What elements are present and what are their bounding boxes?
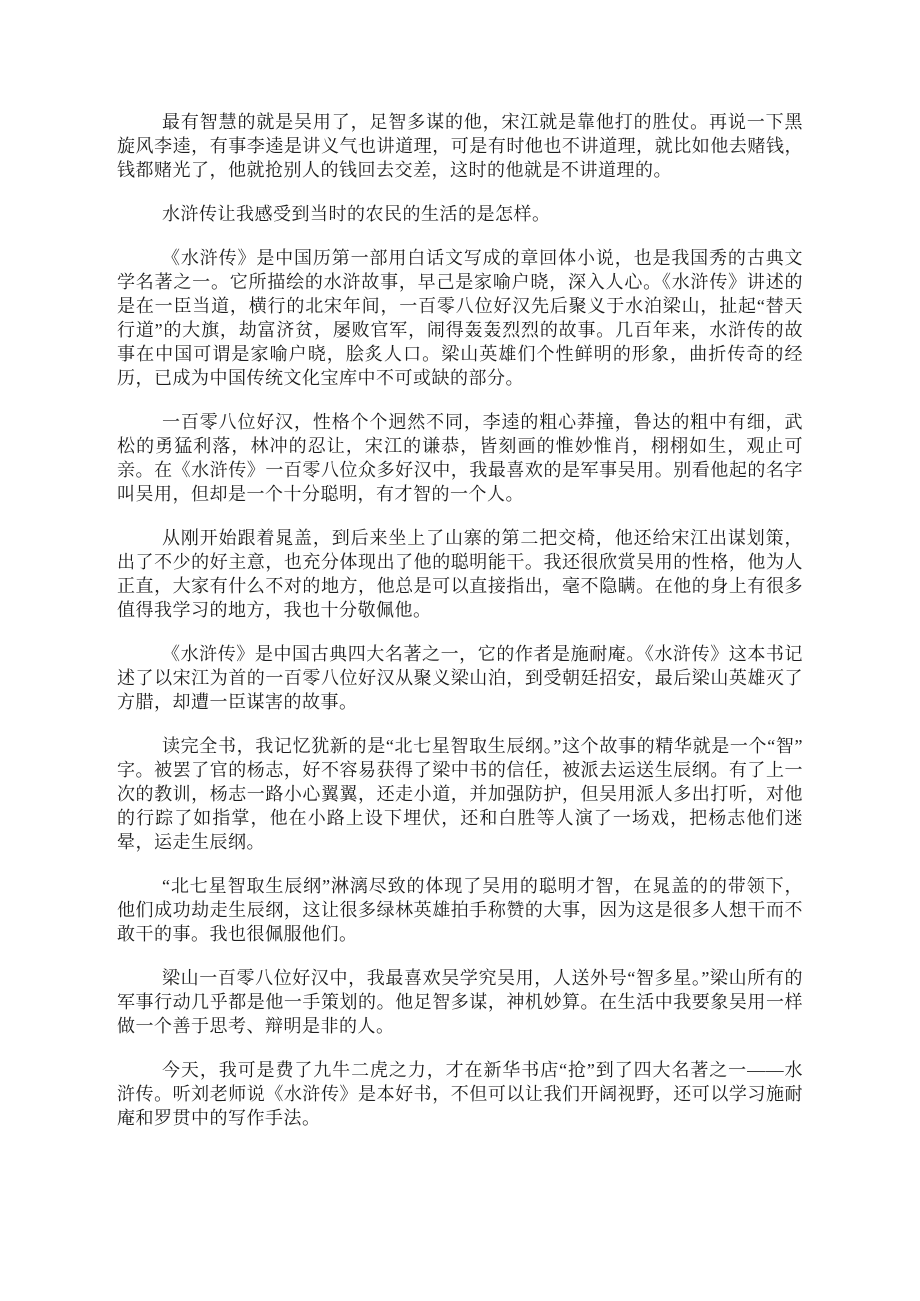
essay-paragraph-3: 《水浒传》是中国历第一部用白话文写成的章回体小说，也是我国秀的古典文学名著之一。它所描绘的水浒故事，早己是家喻户晓，深入人心。《水浒传》讲述的是在一臣当道，横行的北宋年间，一百零八位好汉先后聚义于水泊梁山，扯起“替天行道”的大旗，劫富济贫，屡败官军，闹得轰轰烈烈的故事。几百年来，水浒传的故事在中国可谓是家喻户晓，脍炙人口。梁山英雄们个性鲜明的形象，曲折传奇的经历，已成为中国传统文化宝库中不可或缺的部分。 — [117, 248, 803, 388]
essay-paragraph-2: 水浒传让我感受到当时的农民的生活的是怎样。 — [162, 204, 551, 224]
essay-paragraph-6: 《水浒传》是中国古典四大名著之一，它的作者是施耐庵。《水浒传》这本书记述了以宋江为首的一百零八位好汉从聚义梁山泊，到受朝廷招安，最后梁山英雄灭了方腊，却遭一臣谋害的故事。 — [117, 644, 803, 712]
essay-paragraph-5: 从刚开始跟着晁盖，到后来坐上了山寨的第二把交椅，他还给宋江出谋划策，出了不少的好主意，也充分体现出了他的聪明能干。我还很欣赏吴用的性格，他为人正直，大家有什么不对的地方，他总是可以直接指出，毫不隐瞒。在他的身上有很多值得我学习的地方，我也十分敬佩他。 — [117, 528, 803, 620]
essay-paragraph-10: 今天，我可是费了九牛二虎之力，才在新华书店“抢”到了四大名著之一——水浒传。听刘老师说《水浒传》是本好书，不但可以让我们开阔视野，还可以学习施耐庵和罗贯中的写作手法。 — [117, 1060, 803, 1128]
essay-paragraph-4: 一百零八位好汉，性格个个迥然不同，李逵的粗心莽撞，鲁达的粗中有细，武松的勇猛利落，林冲的忍让，宋江的谦恭，皆刻画的惟妙惟肖，栩栩如生，观止可亲。在《水浒传》一百零八位众多好汉中，我最喜欢的是军事吴用。别看他起的名字叫吴用，但却是一个十分聪明，有才智的一个人。 — [117, 412, 803, 504]
essay-paragraph-1: 最有智慧的就是吴用了，足智多谋的他，宋江就是靠他打的胜仗。再说一下黑旋风李逵，有事李逵是讲义气也讲道理，可是有时他也不讲道理，就比如他去赌钱，钱都赌光了，他就抢别人的钱回去交差，这时的他就是不讲道理的。 — [117, 112, 803, 180]
essay-paragraph-9: 梁山一百零八位好汉中，我最喜欢吴学究吴用，人送外号“智多星。”梁山所有的军事行动几乎都是他一手策划的。他足智多谋，神机妙算。在生活中我要象吴用一样做一个善于思考、辩明是非的人。 — [117, 968, 803, 1036]
essay-paragraph-7: 读完全书，我记忆犹新的是“北七星智取生辰纲。”这个故事的精华就是一个“智”字。被罢了官的杨志，好不容易获得了梁中书的信任，被派去运送生辰纲。有了上一次的教训，杨志一路小心翼翼，还走小道，并加强防护，但吴用派人多出打听，对他的行踪了如指掌，他在小路上设下埋伏，还和白胜等人演了一场戏，把杨志他们迷晕，运走生辰纲。 — [117, 736, 803, 852]
essay-paragraph-8: “北七星智取生辰纲”淋漓尽致的体现了吴用的聪明才智，在晁盖的的带领下，他们成功劫走生辰纲，这让很多绿林英雄拍手称赞的大事，因为这是很多人想干而不敢干的事。我也很佩服他们。 — [117, 876, 803, 944]
